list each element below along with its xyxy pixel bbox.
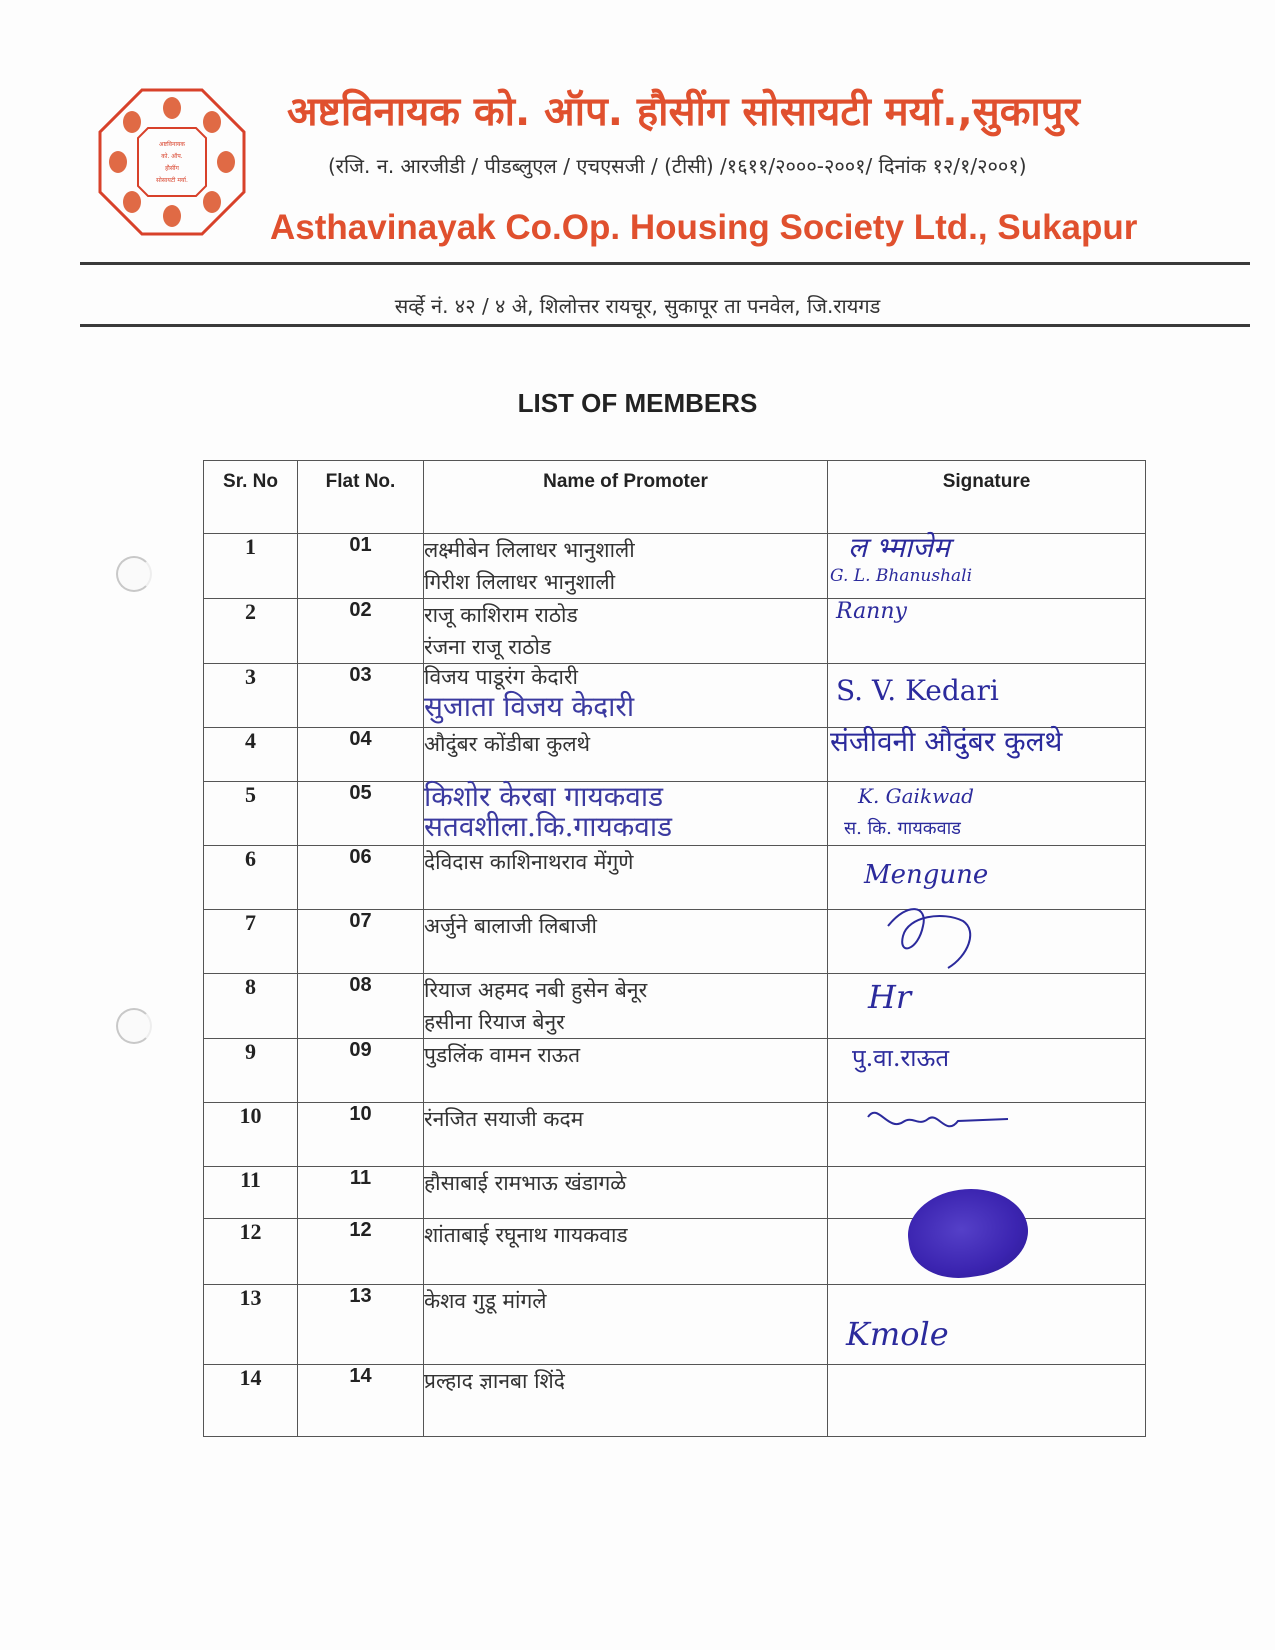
promoter-name-cell [424, 1167, 828, 1219]
handwritten-signature: ल भ्माजेम [848, 531, 950, 564]
handwritten-signature: पु.वा.राऊत [852, 1044, 950, 1072]
sr-no-cell: 13 [204, 1285, 298, 1365]
society-title-marathi: अष्टविनायक को. ऑप. हौसींग सोसायटी मर्या.,सुकापुर [287, 89, 1080, 135]
sr-no-cell: 8 [204, 974, 298, 1039]
promoter-name-cell [424, 534, 828, 599]
flat-no-cell: 05 [298, 782, 424, 846]
signature-cell [828, 910, 1146, 974]
handwritten-signature: S. V. Kedari [836, 674, 999, 707]
promoter-name-cell [424, 846, 828, 910]
promoter-name: गिरीश लिलाधर भानुशाली [424, 570, 616, 594]
promoter-name-cell [424, 1039, 828, 1103]
promoter-name-cell [424, 664, 828, 728]
sr-no-cell: 5 [204, 782, 298, 846]
signature-cell [828, 1103, 1146, 1167]
promoter-name: रियाज अहमद नबी हुसेन बेनूर [424, 978, 648, 1002]
table-row [204, 1219, 1146, 1285]
sr-no-cell: 7 [204, 910, 298, 974]
handwritten-signature: Kmole [846, 1315, 949, 1353]
promoter-name: विजय पाडूरंग केदारी [424, 665, 578, 689]
promoter-name-cell [424, 1365, 828, 1437]
promoter-name-cell [424, 599, 828, 664]
sr-no-cell: 10 [204, 1103, 298, 1167]
column-header-signature: Signature [828, 461, 1146, 534]
society-seal-logo [98, 88, 246, 236]
flat-no-cell: 13 [298, 1285, 424, 1365]
flat-no-cell: 07 [298, 910, 424, 974]
handwritten-signature: स. कि. गायकवाड [844, 818, 961, 839]
sr-no-cell: 3 [204, 664, 298, 728]
flat-no-cell: 14 [298, 1365, 424, 1437]
table-row [204, 599, 1146, 664]
sr-no-cell: 14 [204, 1365, 298, 1437]
sr-no-cell: 6 [204, 846, 298, 910]
society-title-english: Asthavinayak Co.Op. Housing Society Ltd., Sukapur [270, 208, 1138, 247]
flat-no-cell: 02 [298, 599, 424, 664]
handwritten-signature: Hr [868, 978, 912, 1016]
table-row [204, 782, 1146, 846]
handwritten-signature: Mengune [864, 860, 989, 890]
promoter-name: राजू काशिराम राठोड [424, 603, 578, 627]
logo-text-line: अष्टविनायक [159, 141, 185, 148]
table-row [204, 974, 1146, 1039]
scribble-signature [858, 1097, 1018, 1147]
handwritten-signature: संजीवनी औदुंबर कुलथे [830, 725, 1063, 758]
society-address: सर्व्हे नं. ४२ / ४ अे, शिलोत्तर रायचूर, सुकापूर ता पनवेल, जि.रायगड [394, 294, 881, 318]
signature-cell [828, 1219, 1146, 1285]
promoter-name: अर्जुने बालाजी लिबाजी [424, 914, 597, 938]
promoter-name-cell [424, 910, 828, 974]
signature-cell [828, 664, 1146, 728]
flat-no-cell: 03 [298, 664, 424, 728]
table-row [204, 1103, 1146, 1167]
promoter-name: किशोर केरबा गायकवाड [424, 780, 664, 813]
logo-text-line: हौसींग [165, 165, 179, 172]
table-row [204, 910, 1146, 974]
table-row [204, 534, 1146, 599]
scribble-signature [868, 896, 988, 976]
table-row [204, 1285, 1146, 1365]
promoter-name: देविदास काशिनाथराव मेंगुणे [424, 850, 634, 874]
promoter-name: हौसाबाई रामभाऊ खंडागळे [424, 1171, 627, 1195]
flat-no-cell: 11 [298, 1167, 424, 1219]
column-header-flat-no: Flat No. [298, 461, 424, 534]
signature-cell [828, 1285, 1146, 1365]
signature-cell [828, 782, 1146, 846]
promoter-name-cell [424, 974, 828, 1039]
members-table [203, 460, 1146, 1437]
handwritten-signature: Ranny [836, 599, 907, 624]
sr-no-cell: 12 [204, 1219, 298, 1285]
promoter-name: सतवशीला.कि.गायकवाड [424, 810, 673, 843]
signature-cell [828, 725, 1146, 782]
punch-hole [116, 556, 152, 592]
handwritten-signature: K. Gaikwad [858, 784, 974, 808]
promoter-name: रंनजित सयाजी कदम [424, 1107, 584, 1131]
header-rule-bottom [80, 324, 1250, 327]
flat-no-cell: 08 [298, 974, 424, 1039]
table-row [204, 664, 1146, 728]
signature-cell [828, 599, 1146, 664]
promoter-name: औदुंबर कोंडीबा कुलथे [424, 732, 591, 756]
promoter-name: शांताबाई रघूनाथ गायकवाड [424, 1223, 628, 1247]
sr-no-cell: 1 [204, 534, 298, 599]
promoter-name: प्रल्हाद ज्ञानबा शिंदे [424, 1369, 565, 1393]
document-heading: LIST OF MEMBERS [517, 388, 758, 418]
table-header-row [204, 461, 1146, 534]
sr-no-cell: 11 [204, 1167, 298, 1219]
column-header-sr-no: Sr. No [204, 461, 298, 534]
handwritten-signature: G. L. Bhanushali [830, 566, 973, 586]
registration-details: (रजि. न. आरजीडी / पीडब्लुएल / एचएसजी / (टीसी) /१६११/२०००-२००१/ दिनांक १२/१/२००१) [328, 154, 1027, 178]
promoter-name-cell [424, 782, 828, 846]
sr-no-cell: 9 [204, 1039, 298, 1103]
flat-no-cell: 06 [298, 846, 424, 910]
signature-cell [828, 531, 1146, 599]
signature-cell [828, 974, 1146, 1039]
promoter-name: रंजना राजू राठोड [424, 635, 552, 659]
sr-no-cell: 2 [204, 599, 298, 664]
flat-no-cell: 01 [298, 534, 424, 599]
promoter-name: लक्ष्मीबेन लिलाधर भानुशाली [424, 538, 635, 562]
logo-text-line: सोसायटी मर्या. [156, 177, 188, 184]
promoter-name: सुजाता विजय केदारी [424, 690, 635, 723]
signature-cell [828, 1039, 1146, 1103]
promoter-name: हसीना रियाज बेनुर [424, 1010, 565, 1034]
table-row [204, 728, 1146, 782]
table-row [204, 846, 1146, 910]
header-rule-top [80, 262, 1250, 265]
promoter-name: पुडलिंक वामन राऊत [424, 1043, 581, 1067]
sr-no-cell: 4 [204, 728, 298, 782]
table-row [204, 1039, 1146, 1103]
flat-no-cell: 04 [298, 728, 424, 782]
signature-cell [828, 1365, 1146, 1437]
promoter-name-cell [424, 1103, 828, 1167]
promoter-name: केशव गुडू मांगले [424, 1289, 547, 1313]
table-row [204, 1365, 1146, 1437]
promoter-name-cell [424, 728, 828, 782]
promoter-name-cell [424, 1219, 828, 1285]
flat-no-cell: 09 [298, 1039, 424, 1103]
promoter-name-cell [424, 1285, 828, 1365]
punch-hole [116, 1008, 152, 1044]
column-header-name: Name of Promoter [424, 461, 828, 534]
flat-no-cell: 12 [298, 1219, 424, 1285]
flat-no-cell: 10 [298, 1103, 424, 1167]
logo-text-line: को. ऑप. [161, 153, 183, 160]
